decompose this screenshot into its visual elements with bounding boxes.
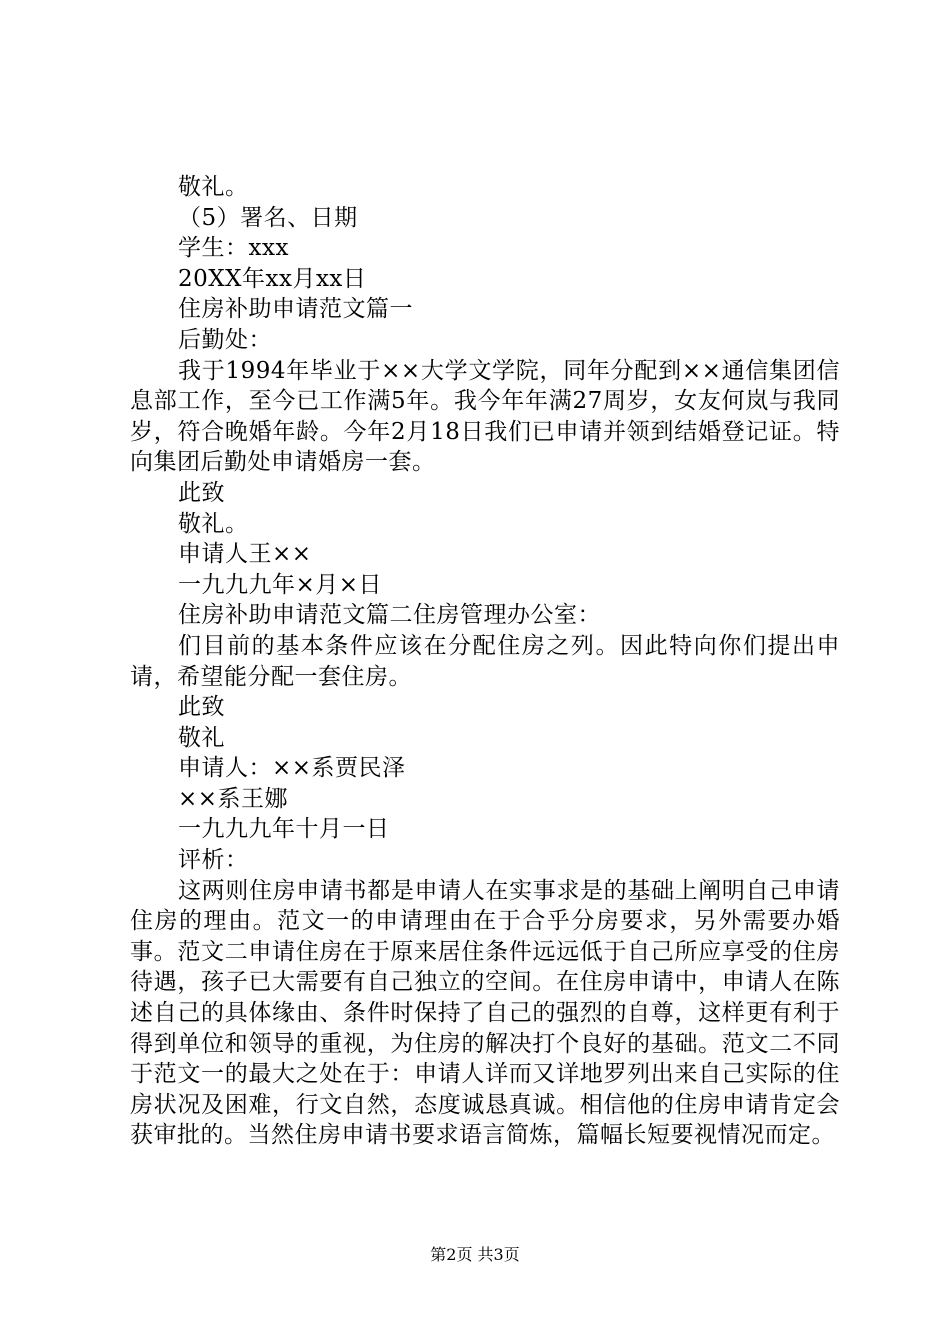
closing-1a: 此致 <box>178 479 225 506</box>
date-1: 一九九九年×月×日 <box>178 571 383 598</box>
example-title-1: 住房补助申请范文篇一 <box>178 296 413 323</box>
date-line: 20XX年xx月xx日 <box>178 265 367 292</box>
section-heading: （5）署名、日期 <box>178 204 358 231</box>
applicant-2: 申请人：××系贾民泽 <box>178 755 406 782</box>
closing-2a: 此致 <box>178 694 225 721</box>
date-2: 一九九九年十月一日 <box>178 816 390 843</box>
applicant-1: 申请人王×× <box>178 541 312 568</box>
applicant-2b: ××系王娜 <box>178 785 289 812</box>
document-body <box>130 172 840 1151</box>
closing-2b: 敬礼 <box>178 724 225 751</box>
body-paragraph-2: 们目前的基本条件应该在分配住房之列。因此特向你们提出申请，希望能分配一套住房。 <box>130 632 840 690</box>
analysis-heading: 评析： <box>178 847 249 874</box>
closing-1b: 敬礼。 <box>178 510 249 537</box>
analysis-paragraph: 这两则住房申请书都是申请人在实事求是的基础上阐明自己申请住房的理由。范文一的申请理由在于合乎分房要求，另外需要办婚事。范文二申请住房在于原来居住条件远远低于自己所应享受的住房待遇，孩子已大需要有自己独立的空间。在住房申请中，申请人在陈述自己的具体缘由、条件时保持了自己的强烈的自尊，这样更有利于得到单位和领导的重视，为住房的解决打个良好的基础。范文二不同于范文一的最大之处在于：申请人详而又详地罗列出来自己实际的住房状况及困难，行文自然，态度诚恳真诚。相信他的住房申请肯定会获审批的。当然住房申请书要求语言简炼，篇幅长短要视情况而定。 <box>130 877 840 1149</box>
body-paragraph-1: 我于1994年毕业于××大学文学院，同年分配到××通信集团信息部工作，至今已工作满5年。我今年年满27周岁，女友何岚与我同岁，符合晚婚年龄。今年2月18日我们已申请并领到结婚登记证。特向集团后勤处申请婚房一套。 <box>130 357 840 476</box>
page-footer: 第2页 共3页 <box>430 1245 520 1264</box>
addressee-1: 后勤处： <box>178 326 272 353</box>
example-title-2: 住房补助申请范文篇二住房管理办公室： <box>178 602 601 629</box>
closing-salutation: 敬礼。 <box>178 174 249 200</box>
signature-line: 学生：xxx <box>178 235 289 262</box>
